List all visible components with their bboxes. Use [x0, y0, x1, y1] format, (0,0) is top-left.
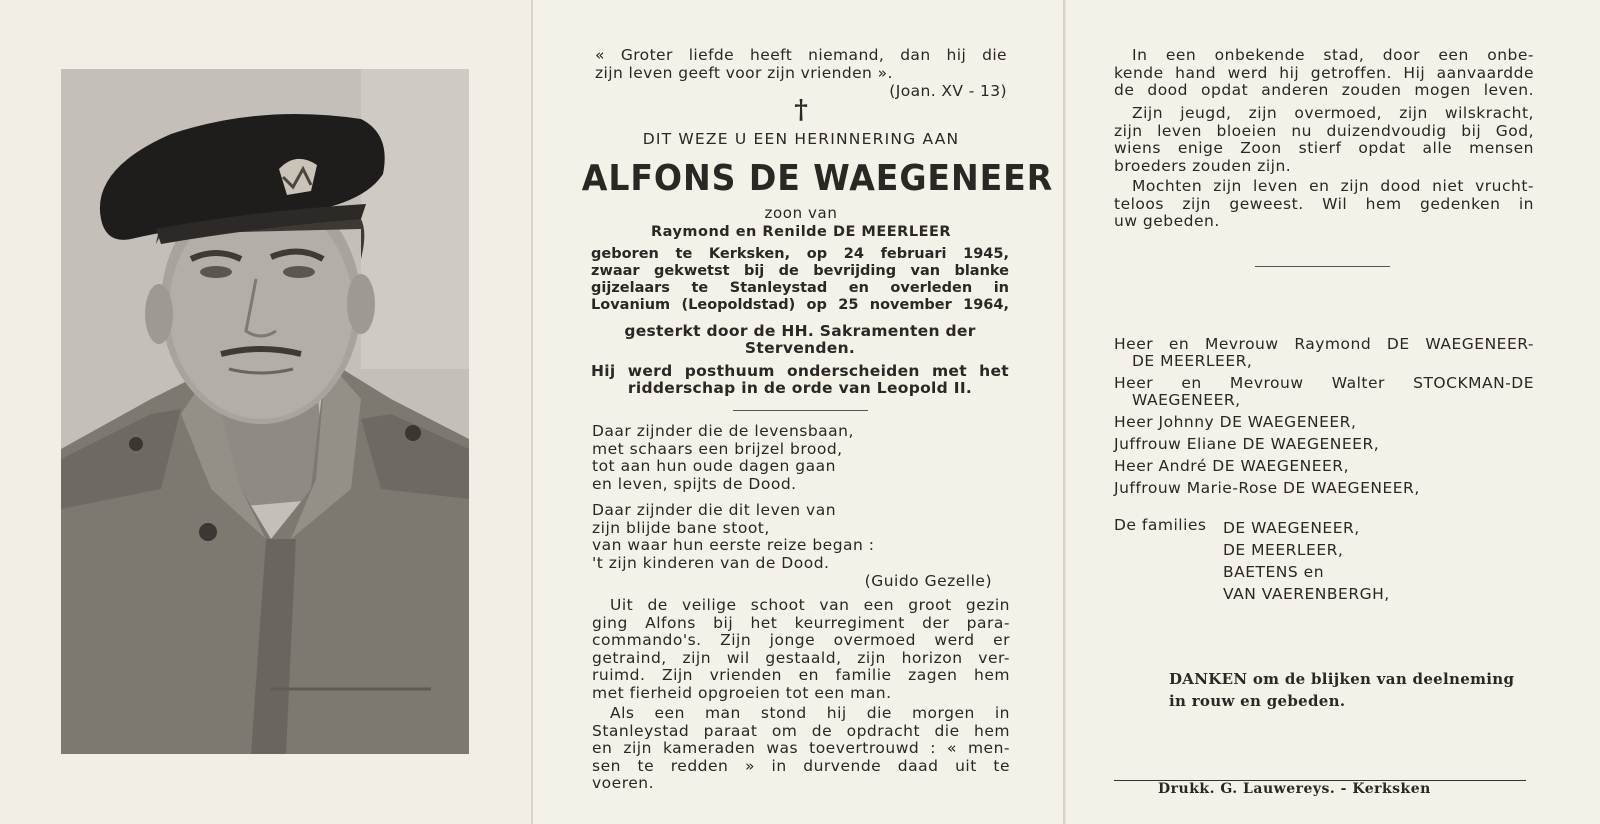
- family-name: DE WAEGENEER,: [1223, 519, 1360, 537]
- story-line: getraind, zijn wil gestaald, zijn horizon ver-: [592, 648, 1010, 667]
- family-name: BAETENS en: [1223, 563, 1325, 581]
- story-paragraph-1: [592, 597, 1010, 702]
- divider: [733, 410, 868, 411]
- family-name: DE MEERLEER,: [1223, 541, 1344, 559]
- story-line: voeren.: [592, 774, 655, 792]
- poem-line: met schaars een brijzel brood,: [592, 439, 843, 458]
- right-line: In een onbekende stad, door een onbe-: [1132, 46, 1534, 64]
- bio-line: Lovanium (Leopoldstad) op 25 november 1964,: [591, 297, 1009, 313]
- story-line: sen te redden » in durvende daad uit te: [592, 756, 1010, 775]
- story-line: ruimd. Zijn vrienden en familie zagen hem: [592, 666, 1010, 684]
- family-line: Juffrouw Eliane DE WAEGENEER,: [1114, 435, 1380, 453]
- bio-line: zwaar gekwetst bij de bevrijding van blanke: [591, 263, 1009, 279]
- right-paragraph-1: [1114, 47, 1534, 100]
- story-line: Als een man stond hij die morgen in: [610, 704, 1010, 722]
- story-line: ging Alfons bij het keurregiment der para-: [592, 613, 1010, 632]
- printer-credit: Drukk. G. Lauwereys. - Kerksken: [1158, 781, 1431, 797]
- family-line: Heer en Mevrouw Raymond DE WAEGENEER-: [1114, 335, 1534, 353]
- sacraments-line: gesterkt door de HH. Sakramenten der: [624, 322, 976, 340]
- poem-line: Daar zijnder die de levensbaan,: [592, 422, 854, 440]
- right-paragraph-2: [1114, 105, 1534, 175]
- poem-line: 't zijn kinderen van de Dood.: [592, 553, 830, 572]
- families-names: [1223, 517, 1390, 605]
- right-line: Mochten zijn leven en zijn dood niet vrucht-: [1132, 177, 1534, 195]
- right-line: uw gebeden.: [1114, 212, 1220, 230]
- family-list: [1114, 336, 1534, 502]
- intro-text: DIT WEZE U EEN HERINNERING AAN: [642, 130, 960, 148]
- poem-line: Daar zijnder die dit leven van: [592, 501, 837, 519]
- poem-line: van waar hun eerste reize began :: [592, 536, 875, 554]
- thanks-line: DANKEN om de blijken van deelneming: [1169, 670, 1515, 688]
- right-line: teloos zijn geweest. Wil hem gedenken in: [1114, 194, 1534, 213]
- portrait-photo: [61, 69, 469, 754]
- families-label: De families: [1114, 516, 1207, 534]
- right-line: Zijn jeugd, zijn overmoed, zijn wilskracht,: [1132, 104, 1534, 122]
- family-name: VAN VAERENBERGH,: [1223, 585, 1390, 603]
- right-paragraph-3: [1114, 178, 1534, 231]
- honour-line: ridderschap in de orde van Leopold II.: [627, 379, 973, 397]
- right-line: kende hand werd hij getroffen. Hij aanvaardde: [1114, 63, 1534, 82]
- bio-line: geboren te Kerksken, op 24 februari 1945,: [591, 246, 1009, 262]
- story-line: en zijn kameraden was toevertrouwd : « men-: [592, 739, 1010, 757]
- right-line: wiens enige Zoon stierf opdat alle mensen: [1114, 139, 1534, 157]
- poem-stanza-1: [592, 423, 854, 493]
- son-of-label: zoon van: [764, 204, 838, 222]
- right-line: de dood opdat anderen zouden mogen leven.: [1114, 81, 1534, 99]
- quote-line-1: « Groter liefde heeft niemand, dan hij die: [595, 46, 1007, 64]
- deceased-name: ALFONS DE WAEGENEER: [581, 158, 1054, 199]
- story-line: Stanleystad paraat om de opdracht die hem: [592, 721, 1010, 740]
- family-line: DE MEERLEER,: [1132, 352, 1253, 370]
- story-paragraph-2: [592, 705, 1010, 793]
- middle-panel: [533, 0, 1063, 824]
- divider: [1255, 266, 1390, 267]
- family-line: WAEGENEER,: [1132, 391, 1241, 409]
- parents-name: Raymond en Renilde DE MEERLEER: [650, 224, 952, 240]
- cross-icon: †: [794, 95, 808, 125]
- thanks-block: [1169, 668, 1514, 712]
- bio-line: gijzelaars te Stanleystad en overleden in: [591, 280, 1009, 296]
- poem-stanza-2: [592, 502, 875, 572]
- family-line: Heer en Mevrouw Walter STOCKMAN-DE: [1114, 374, 1534, 392]
- story-line: Uit de veilige schoot van een groot gezin: [610, 596, 1010, 614]
- honour-line: Hij werd posthuum onderscheiden met het: [591, 362, 1009, 380]
- portrait-drawing: [61, 69, 469, 754]
- poem-author: (Guido Gezelle): [864, 572, 992, 590]
- fold-line: [1063, 0, 1065, 824]
- quote-line-2: zijn leven geeft voor zijn vrienden ».: [595, 64, 893, 82]
- quote-source: (Joan. XV - 13): [889, 82, 1007, 100]
- family-line: Heer André DE WAEGENEER,: [1114, 457, 1350, 475]
- poem-line: zijn blijde bane stoot,: [592, 518, 770, 537]
- sacraments-line: Stervenden.: [744, 339, 856, 357]
- right-line: zijn leven bloeien nu duizendvoudig bij God,: [1114, 121, 1534, 140]
- photo-panel: [0, 0, 531, 824]
- poem-line: en leven, spijts de Dood.: [592, 474, 797, 493]
- family-line: Juffrouw Marie-Rose DE WAEGENEER,: [1114, 479, 1420, 497]
- story-line: met fierheid opgroeien tot een man.: [592, 683, 892, 702]
- right-line: broeders zouden zijn.: [1114, 156, 1292, 175]
- story-line: commando's. Zijn jonge overmoed werd er: [592, 631, 1010, 649]
- thanks-line: in rouw en gebeden.: [1169, 692, 1346, 710]
- poem-line: tot aan hun oude dagen gaan: [592, 457, 836, 475]
- right-panel: [1066, 0, 1600, 824]
- family-line: Heer Johnny DE WAEGENEER,: [1114, 413, 1357, 431]
